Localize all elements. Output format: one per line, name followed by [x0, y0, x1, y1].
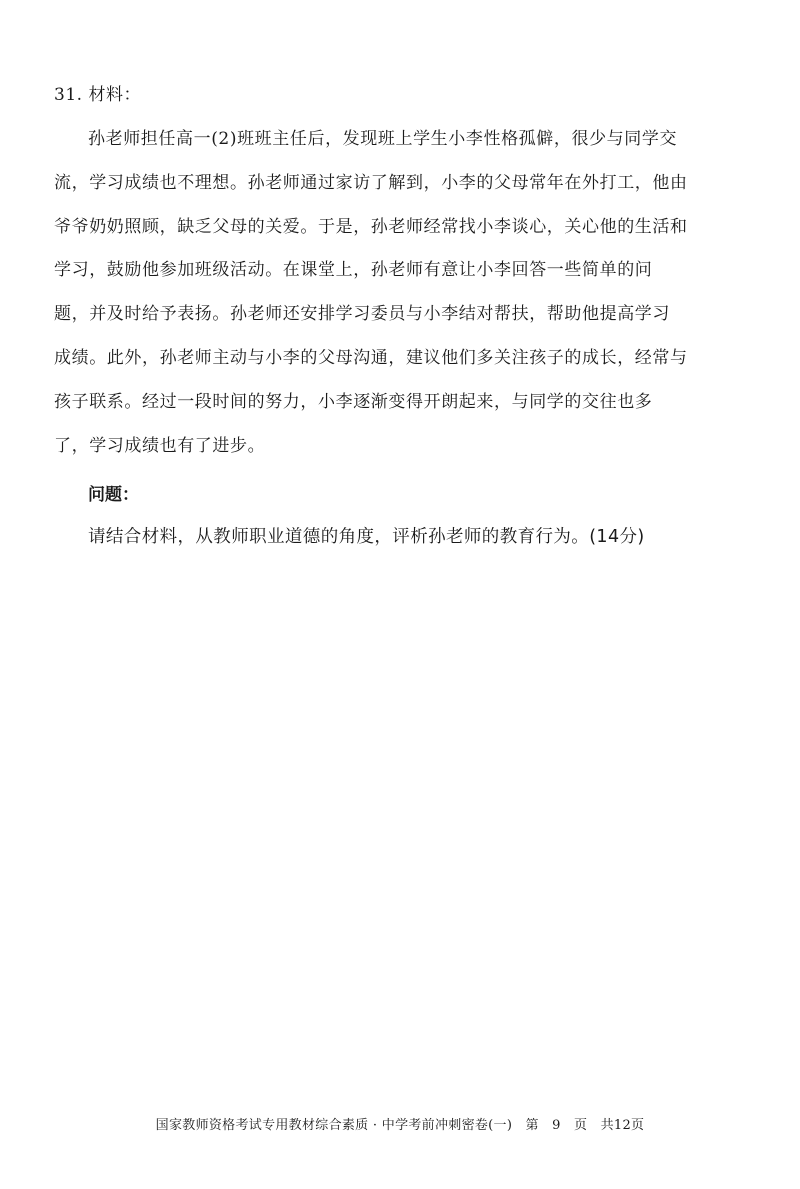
material-passage	[54, 118, 722, 468]
question-number: 31. 材料：	[54, 85, 141, 105]
material-line: 了，学习成绩也有了进步。	[54, 435, 266, 456]
material-line: 孩子联系。经过一段时间的努力，小李逐渐变得开朗起来，与同学的交往也多	[54, 391, 653, 412]
material-line: 孙老师担任高一(2)班班主任后，发现班上学生小李性格孤僻，很少与同学交	[88, 129, 678, 149]
material-line: 成绩。此外，孙老师主动与小李的父母沟通，建议他们多关注孩子的成长，经常与	[54, 347, 688, 368]
material-line: 学习，鼓励他参加班级活动。在课堂上，孙老师有意让小李回答一些简单的问	[54, 260, 653, 281]
question-prompt-label: 问题：	[88, 485, 139, 505]
material-line: 流，学习成绩也不理想。孙老师通过家访了解到，小李的父母常年在外打工，他由	[54, 172, 688, 193]
question-prompt-text: 请结合材料，从教师职业道德的角度，评析孙老师的教育行为。(14分)	[88, 527, 645, 547]
page-footer: 国家教师资格考试专用教材综合素质 · 中学考前冲刺密卷(一) 第 9 页 共12页	[155, 1118, 645, 1133]
material-line: 爷爷奶奶照顾，缺乏父母的关爱。于是，孙老师经常找小李谈心，关心他的生活和	[54, 216, 688, 237]
material-line: 题，并及时给予表扬。孙老师还安排学习委员与小李结对帮扶，帮助他提高学习	[54, 304, 670, 325]
